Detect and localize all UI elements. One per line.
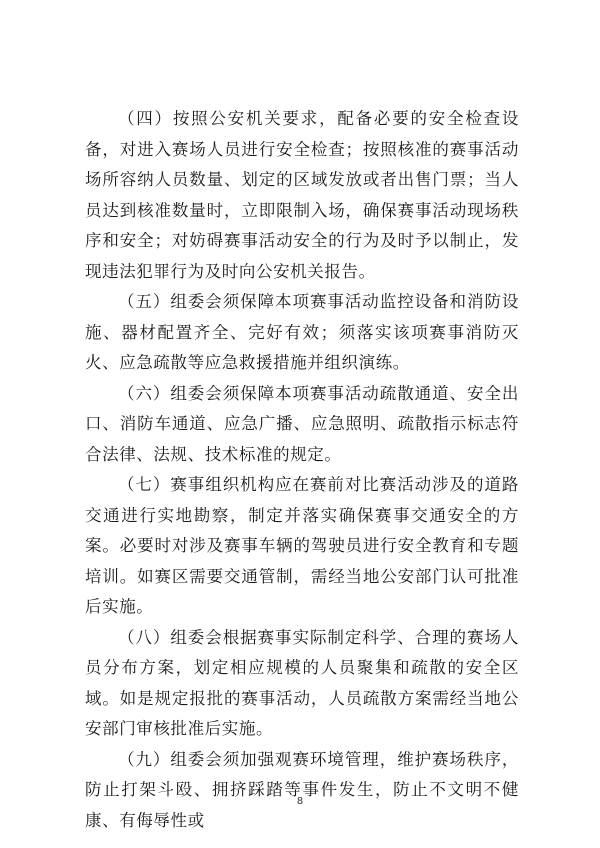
paragraph-8: （八）组委会根据赛事实际制定科学、合理的赛场人员分布方案，划定相应规模的人员聚集和疏散的安全区域。如是规定报批的赛事活动，人员疏散方案需经当地公安部门审核批准后实施。 [85, 627, 519, 738]
paragraph-4: （四）按照公安机关要求，配备必要的安全检查设备，对进入赛场人员进行安全检查；按照核准的赛事活动场所容纳人员数量、划定的区域发放或者出售门票；当人员达到核准数量时，立即限制入场，确保赛事活动现场秩序和安全；对妨碍赛事活动安全的行为及时予以制止，发现违法犯罪行为及时向公安机关报告。 [85, 109, 519, 281]
body-text [85, 104, 519, 836]
paragraph-9: （九）组委会须加强观赛环境管理，维护赛场秩序，防止打架斗殴、拥挤踩踏等事件发生，防止不文明不健康、有侮辱性或 [85, 749, 519, 830]
paragraph-5: （五）组委会须保障本项赛事活动监控设备和消防设施、器材配置齐全、完好有效；须落实该项赛事消防灭火、应急疏散等应急救援措施并组织演练。 [85, 292, 519, 372]
paragraph-6: （六）组委会须保障本项赛事活动疏散通道、安全出口、消防车通道、应急广播、应急照明、疏散指示标志符合法律、法规、技术标准的规定。 [85, 383, 519, 464]
page-number: 8 [296, 796, 304, 807]
paragraph-7: （七）赛事组织机构应在赛前对比赛活动涉及的道路交通进行实地勘察，制定并落实确保赛事交通安全的方案。必要时对涉及赛事车辆的驾驶员进行安全教育和专题培训。如赛区需要交通管制，需经当地公安部门认可批准后实施。 [85, 475, 519, 616]
